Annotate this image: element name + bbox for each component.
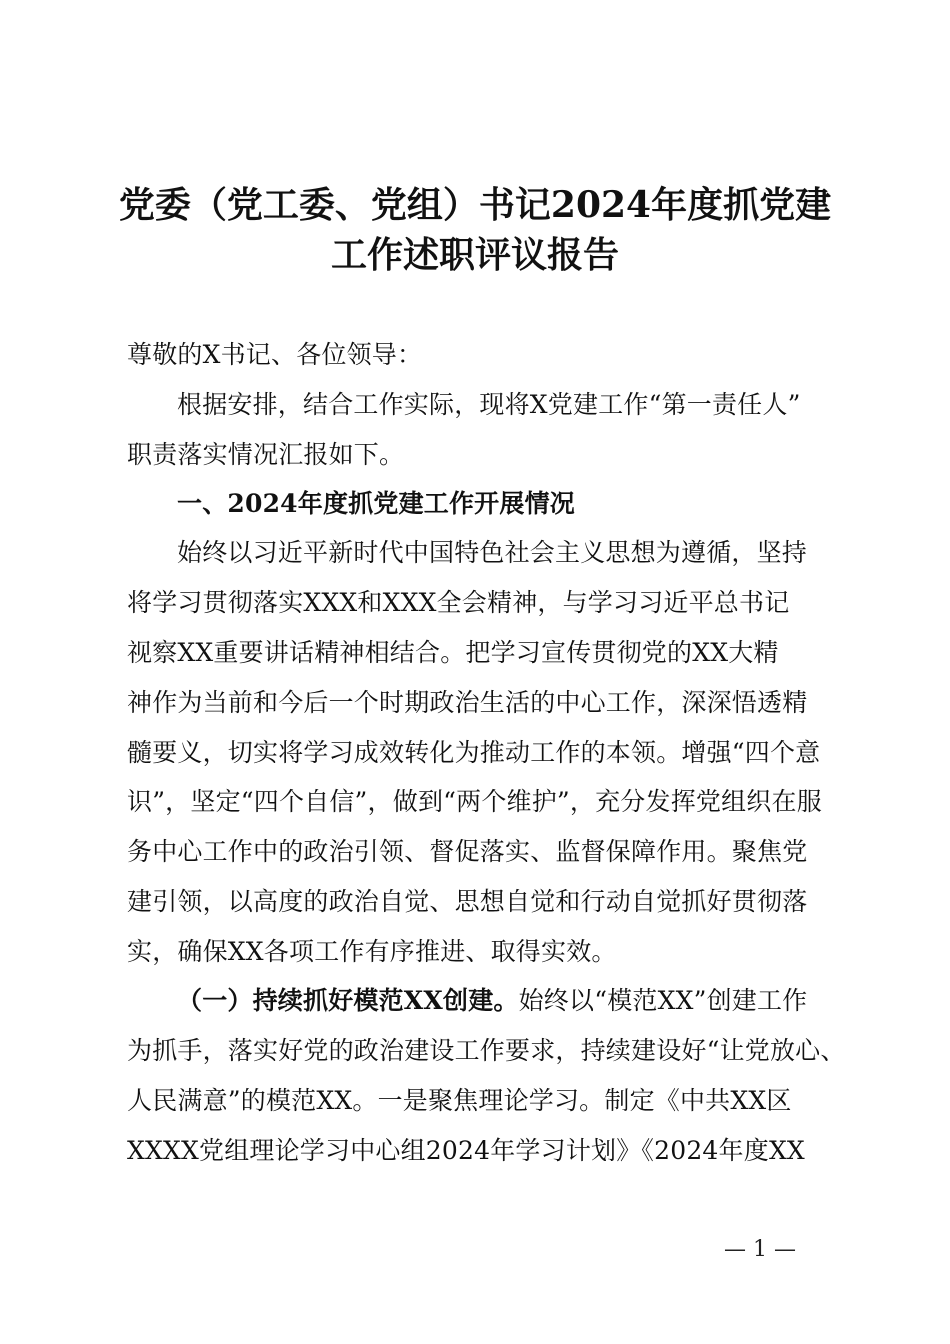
- intro-line-2: 职责落实情况汇报如下。: [127, 440, 405, 469]
- page-number: — 1 —: [724, 1237, 796, 1262]
- paragraph-line: 务中心工作中的政治引领、督促落实、监督保障作用。聚焦党: [127, 837, 808, 866]
- document-title-line-1: 党委（党工委、党组）书记2024年度抓党建: [118, 184, 832, 226]
- paragraph-line: XXXX党组理论学习中心组2024年学习计划》《2024年度XX: [127, 1136, 805, 1165]
- paragraph-line: 将学习贯彻落实XXX和XXX全会精神，与学习习近平总书记: [127, 588, 790, 617]
- paragraph-line: 识”，坚定“四个自信”，做到“两个维护”，充分发挥党组织在服: [127, 787, 822, 816]
- document-title-line-2: 工作述职评议报告: [330, 234, 619, 276]
- section-heading: 一、2024年度抓党建工作开展情况: [177, 489, 575, 518]
- paragraph-line: 实，确保XX各项工作有序推进、取得实效。: [127, 937, 617, 966]
- intro-line-1: 根据安排，结合工作实际，现将X党建工作“第一责任人”: [177, 390, 801, 419]
- salutation: 尊敬的X书记、各位领导：: [127, 340, 423, 369]
- subsection-first-line-text: 始终以“模范XX”创建工作: [518, 986, 808, 1015]
- paragraph-line: 神作为当前和今后一个时期政治生活的中心工作，深深悟透精: [127, 688, 808, 717]
- subsection-first-line: [177, 981, 839, 1021]
- paragraph-line: 建引领，以高度的政治自觉、思想自觉和行动自觉抓好贯彻落: [127, 887, 808, 916]
- paragraph-line: 髓要义，切实将学习成效转化为推动工作的本领。增强“四个意: [127, 738, 821, 767]
- paragraph-line: 视察XX重要讲话精神相结合。把学习宣传贯彻党的XX大精: [127, 638, 779, 667]
- subsection-heading: （一）持续抓好模范XX创建。: [177, 986, 519, 1015]
- paragraph-line: 始终以习近平新时代中国特色社会主义思想为遵循，坚持: [177, 538, 808, 567]
- paragraph-line: 为抓手，落实好党的政治建设工作要求，持续建设好“让党放心、: [127, 1036, 846, 1065]
- paragraph-line: 人民满意”的模范XX。一是聚焦理论学习。制定《中共XX区: [127, 1086, 792, 1115]
